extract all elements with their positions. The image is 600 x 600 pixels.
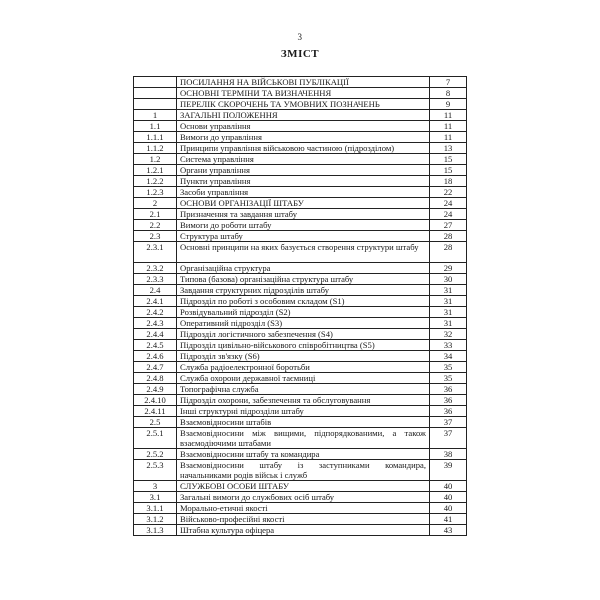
toc-page-number: 9 (430, 99, 467, 110)
toc-section-number: 2.4.11 (134, 406, 177, 417)
toc-section-title: ЗАГАЛЬНІ ПОЛОЖЕННЯ (177, 110, 430, 121)
toc-section-number: 2.2 (134, 220, 177, 231)
toc-page-number: 31 (430, 318, 467, 329)
table-of-contents (133, 76, 467, 536)
toc-section-number: 2.5.3 (134, 460, 177, 481)
toc-page-number: 29 (430, 263, 467, 274)
toc-row (134, 406, 467, 417)
toc-row (134, 481, 467, 492)
toc-page-number: 31 (430, 296, 467, 307)
toc-section-number: 3.1 (134, 492, 177, 503)
toc-page-number: 31 (430, 307, 467, 318)
toc-row (134, 263, 467, 274)
toc-row (134, 525, 467, 536)
toc-row (134, 362, 467, 373)
toc-page-number: 31 (430, 285, 467, 296)
toc-section-number: 2 (134, 198, 177, 209)
toc-section-title: Структура штабу (177, 231, 430, 242)
toc-page-number: 41 (430, 514, 467, 525)
toc-page-number: 35 (430, 373, 467, 384)
toc-section-number: 2.5 (134, 417, 177, 428)
toc-section-number: 2.4.9 (134, 384, 177, 395)
toc-row (134, 373, 467, 384)
toc-page-number: 36 (430, 406, 467, 417)
toc-section-title: Розвідувальний підрозділ (S2) (177, 307, 430, 318)
toc-section-title: Взаємовідносини між вищими, підпорядкованими, а також взаємодіючими штабами (177, 428, 430, 449)
toc-section-title: Підрозділ логістичного забезпечення (S4) (177, 329, 430, 340)
toc-row (134, 449, 467, 460)
toc-section-number: 1.2.3 (134, 187, 177, 198)
toc-section-number: 2.3.2 (134, 263, 177, 274)
toc-page-number: 18 (430, 176, 467, 187)
toc-section-number: 2.4.4 (134, 329, 177, 340)
toc-section-number: 3 (134, 481, 177, 492)
toc-row (134, 329, 467, 340)
toc-page-number: 11 (430, 132, 467, 143)
toc-row (134, 274, 467, 285)
toc-page-number: 27 (430, 220, 467, 231)
toc-row (134, 460, 467, 481)
toc-page-number: 34 (430, 351, 467, 362)
toc-section-title: ОСНОВНІ ТЕРМІНИ ТА ВИЗНАЧЕННЯ (177, 88, 430, 99)
toc-page-number: 24 (430, 198, 467, 209)
toc-section-number: 1.2.2 (134, 176, 177, 187)
toc-row (134, 77, 467, 88)
toc-page-number: 13 (430, 143, 467, 154)
toc-row (134, 121, 467, 132)
toc-row (134, 176, 467, 187)
toc-section-title: ПЕРЕЛІК СКОРОЧЕНЬ ТА УМОВНИХ ПОЗНАЧЕНЬ (177, 99, 430, 110)
toc-section-number: 3.1.3 (134, 525, 177, 536)
toc-page-number: 40 (430, 503, 467, 514)
toc-page-number: 37 (430, 417, 467, 428)
toc-section-number (134, 88, 177, 99)
toc-section-title: Загальні вимоги до службових осіб штабу (177, 492, 430, 503)
toc-section-title: ОСНОВИ ОРГАНІЗАЦІЇ ШТАБУ (177, 198, 430, 209)
toc-row (134, 307, 467, 318)
toc-section-title: Військово-професійні якості (177, 514, 430, 525)
toc-page-number: 24 (430, 209, 467, 220)
toc-row (134, 187, 467, 198)
toc-row (134, 198, 467, 209)
toc-row (134, 351, 467, 362)
toc-page-number: 40 (430, 492, 467, 503)
toc-section-number (134, 99, 177, 110)
page-number: 3 (297, 32, 303, 42)
toc-page-number: 36 (430, 395, 467, 406)
toc-page-number: 32 (430, 329, 467, 340)
toc-section-title: Вимоги до роботи штабу (177, 220, 430, 231)
toc-section-title: Підрозділ по роботі з особовим складом (S1) (177, 296, 430, 307)
toc-row (134, 209, 467, 220)
toc-page-number: 37 (430, 428, 467, 449)
toc-section-title: Служба охорони державної таємниці (177, 373, 430, 384)
toc-section-title: Органи управління (177, 165, 430, 176)
toc-page-number: 15 (430, 165, 467, 176)
toc-row (134, 340, 467, 351)
toc-page-number: 7 (430, 77, 467, 88)
toc-section-title: Взаємовідносини штабу із заступниками командира, начальниками родів військ і служб (177, 460, 430, 481)
toc-section-title: Підрозділ зв'язку (S6) (177, 351, 430, 362)
toc-section-number: 2.4.1 (134, 296, 177, 307)
toc-row (134, 242, 467, 263)
toc-section-number: 2.3.3 (134, 274, 177, 285)
toc-section-title: Інші структурні підрозділи штабу (177, 406, 430, 417)
toc-row (134, 143, 467, 154)
toc-section-title: Підрозділ цивільно-військового співробітництва (S5) (177, 340, 430, 351)
toc-section-title: Служба радіоелектронної боротьби (177, 362, 430, 373)
toc-section-number: 1.1.2 (134, 143, 177, 154)
toc-section-number: 2.4.6 (134, 351, 177, 362)
toc-section-title: Призначення та завдання штабу (177, 209, 430, 220)
toc-section-title: Пункти управління (177, 176, 430, 187)
toc-section-title: Штабна культура офіцера (177, 525, 430, 536)
toc-page-number: 43 (430, 525, 467, 536)
toc-section-number: 2.4.2 (134, 307, 177, 318)
toc-row (134, 318, 467, 329)
toc-row (134, 165, 467, 176)
toc-page-number: 15 (430, 154, 467, 165)
toc-section-number: 2.4.3 (134, 318, 177, 329)
toc-section-number: 2.4.5 (134, 340, 177, 351)
toc-section-number: 1.1 (134, 121, 177, 132)
toc-page-number: 28 (430, 242, 467, 263)
toc-section-title: Основи управління (177, 121, 430, 132)
toc-section-number: 1.1.1 (134, 132, 177, 143)
toc-row (134, 514, 467, 525)
toc-page-number: 33 (430, 340, 467, 351)
toc-row (134, 428, 467, 449)
toc-section-title: Взаємовідносини штабу та командира (177, 449, 430, 460)
toc-row (134, 395, 467, 406)
toc-row (134, 88, 467, 99)
toc-page-number: 39 (430, 460, 467, 481)
toc-row (134, 110, 467, 121)
toc-section-number: 1 (134, 110, 177, 121)
toc-section-number: 2.3 (134, 231, 177, 242)
toc-section-number: 2.5.2 (134, 449, 177, 460)
toc-row (134, 503, 467, 514)
toc-row (134, 492, 467, 503)
toc-page-number: 11 (430, 110, 467, 121)
toc-row (134, 132, 467, 143)
toc-page-number: 28 (430, 231, 467, 242)
toc-page-number: 35 (430, 362, 467, 373)
page-title: ЗМІСТ (280, 48, 320, 60)
toc-section-title: Основні принципи на яких базується створення структури штабу (177, 242, 430, 263)
toc-section-title: СЛУЖБОВІ ОСОБИ ШТАБУ (177, 481, 430, 492)
toc-row (134, 296, 467, 307)
toc-section-title: Завдання структурних підрозділів штабу (177, 285, 430, 296)
toc-section-number: 2.5.1 (134, 428, 177, 449)
toc-section-number: 2.1 (134, 209, 177, 220)
toc-section-title: Система управління (177, 154, 430, 165)
toc-page-number: 11 (430, 121, 467, 132)
toc-section-number: 2.4.7 (134, 362, 177, 373)
toc-section-title: Оперативний підрозділ (S3) (177, 318, 430, 329)
toc-body (134, 77, 467, 536)
toc-page-number: 22 (430, 187, 467, 198)
toc-section-number (134, 77, 177, 88)
toc-section-title: Взаємовідносини штабів (177, 417, 430, 428)
toc-section-title: Топографічна служба (177, 384, 430, 395)
toc-section-number: 2.4.10 (134, 395, 177, 406)
toc-section-number: 2.4 (134, 285, 177, 296)
toc-section-title: Підрозділ охорони, забезпечення та обслуговування (177, 395, 430, 406)
toc-page-number: 40 (430, 481, 467, 492)
toc-row (134, 285, 467, 296)
toc-section-title: Принципи управління військовою частиною (підрозділом) (177, 143, 430, 154)
toc-section-number: 1.2.1 (134, 165, 177, 176)
toc-page-number: 38 (430, 449, 467, 460)
toc-section-title: Морально-етичні якості (177, 503, 430, 514)
toc-row (134, 417, 467, 428)
toc-page-number: 8 (430, 88, 467, 99)
toc-section-number: 2.3.1 (134, 242, 177, 263)
toc-section-title: Засоби управління (177, 187, 430, 198)
toc-section-number: 1.2 (134, 154, 177, 165)
toc-row (134, 154, 467, 165)
toc-row (134, 220, 467, 231)
toc-row (134, 231, 467, 242)
toc-section-title: Вимоги до управління (177, 132, 430, 143)
toc-page-number: 36 (430, 384, 467, 395)
toc-page-number: 30 (430, 274, 467, 285)
toc-row (134, 384, 467, 395)
toc-section-title: ПОСИЛАННЯ НА ВІЙСЬКОВІ ПУБЛІКАЦІЇ (177, 77, 430, 88)
toc-row (134, 99, 467, 110)
toc-section-number: 3.1.2 (134, 514, 177, 525)
toc-section-title: Типова (базова) організаційна структура штабу (177, 274, 430, 285)
toc-section-number: 2.4.8 (134, 373, 177, 384)
toc-section-title: Організаційна структура (177, 263, 430, 274)
toc-section-number: 3.1.1 (134, 503, 177, 514)
